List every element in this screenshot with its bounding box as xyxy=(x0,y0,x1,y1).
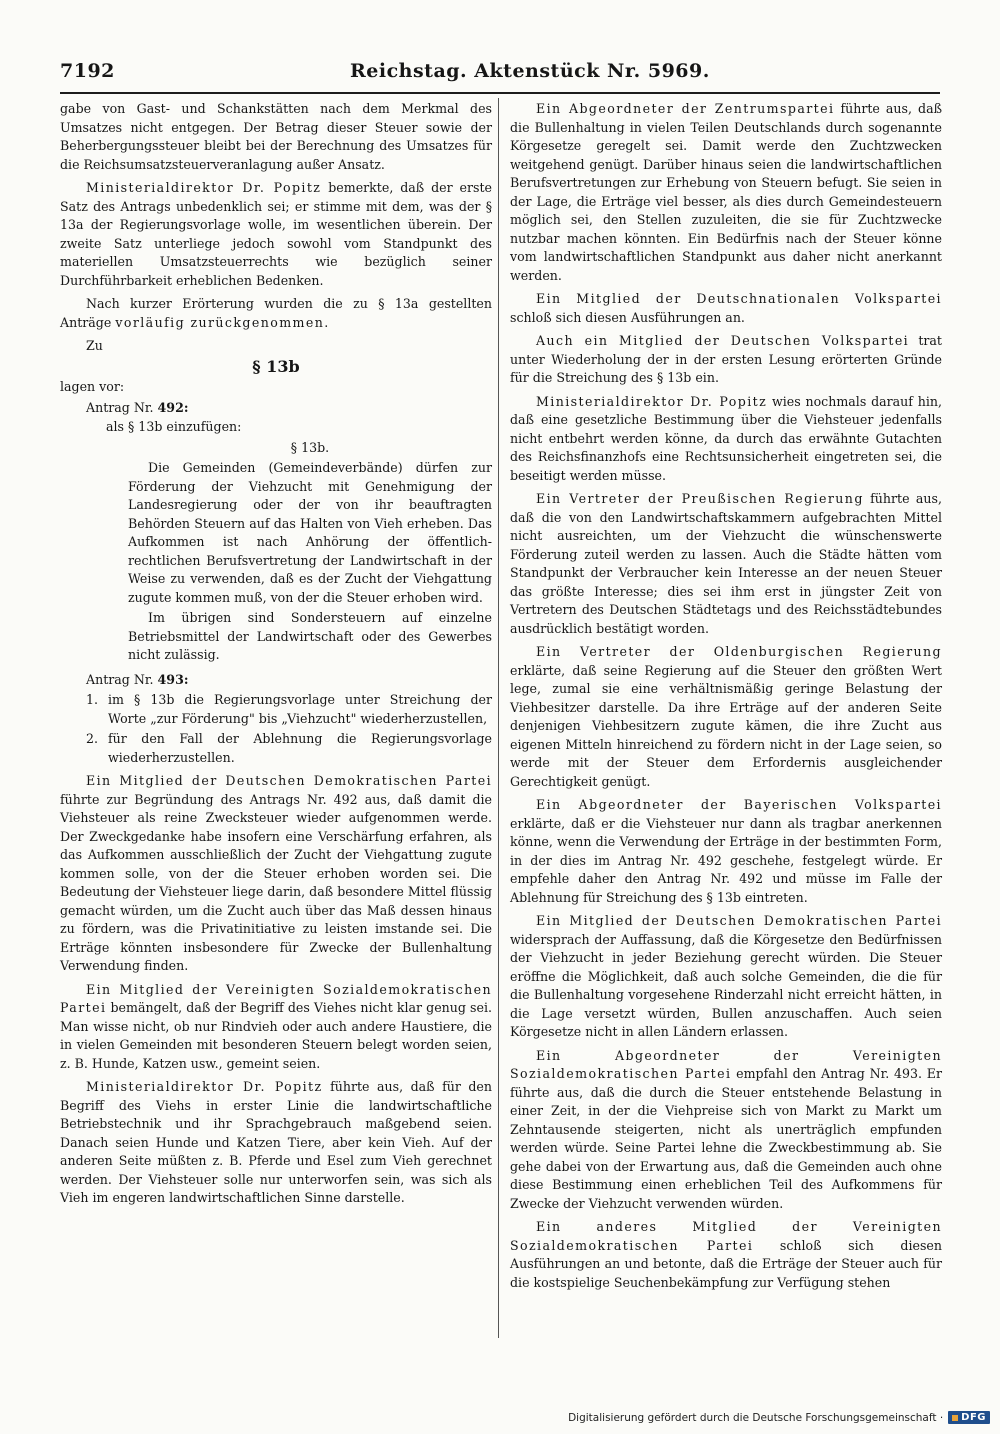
paragraph-text: trat unter Wiederholung der in der ersten Lesung erörterten Gründe für die Streichung des § 13b ein. xyxy=(510,333,942,385)
paragraph-text: führte aus, daß für den Begriff des Viehs in erster Linie die landwirtschaftliche Betriebstechnik und ihr Sprachgebrauch maßgebend seien. Danach seien Hunde und Katzen Tiere, aber kein Vieh. Auf der anderen Seite müßten z. B. Pferde und Esel zum Vieh gerechnet werden. Der Viehsteuer solle nur unterworfen sein, was sich als Vieh im engeren landwirtschaftlichen Sinne darstelle. xyxy=(60,1079,492,1205)
left-paragraph-3 xyxy=(60,295,492,332)
right-paragraph-2 xyxy=(510,290,942,327)
speaker-name: Ein Mitglied der Deutschen Demokratischen Partei xyxy=(86,773,492,788)
zu-label: Zu xyxy=(86,338,103,353)
speaker-name: Ein Abgeordneter der Zentrumspartei xyxy=(536,101,835,116)
antrag-493-heading xyxy=(60,671,492,690)
list-item xyxy=(60,730,492,767)
right-column xyxy=(510,100,942,1297)
right-paragraph-7 xyxy=(510,796,942,907)
speaker-name: Ein Vertreter der Oldenburgischen Regierung xyxy=(536,644,942,659)
paragraph-text: schloß sich diesen Ausführungen an und betonte, daß die Erträge der Steuer auch für die kostspielige Seuchenbekämpfung zur Verfügung stehen xyxy=(510,1237,942,1290)
proposed-paragraph-title: § 13b. xyxy=(290,439,330,455)
paragraph-text: erklärte, daß er die Viehsteuer nur dann als tragbar anerkennen könne, wenn die Verwendung der Erträge in der bestimmten Form, in der dies im Antrag Nr. 492 geschehe, festgelegt würde. Er empfehle daher den Antrag Nr. 492 und müsse im Falle der Ablehnung für Streichung des § 13b eintreten. xyxy=(510,815,942,905)
section-heading: § 13b xyxy=(252,356,300,376)
list-text: für den Fall der Ablehnung die Regierungsvorlage wiederherzustellen. xyxy=(108,731,492,765)
proposed-paragraph-text-1: Die Gemeinden (Gemeindeverbände) dürfen zur Förderung der Viehzucht mit Genehmigung der Landesregierung oder der von ihr beauftragten Behörden Steuern auf das Halten von Vieh erheben. Das Aufkommen ist nach Anhörung der öffentlich-rechtlichen Berufsvertretung der Landwirtschaft in der Weise zu verwenden, daß es der Zucht der Viehgattung zugute kommen muß, von der die Steuer erhoben wird. xyxy=(128,460,492,605)
left-paragraph-1: gabe von Gast- und Schankstätten nach dem Merkmal des Umsatzes nicht entgegen. Der Betrag dieser Steuer sowie der Beherbergungssteuer bleibt bei der Berechnung des Umsatzes für die Reichsumsatzsteuerveranlagung außer Ansatz. xyxy=(60,101,492,172)
right-paragraph-9 xyxy=(510,1047,942,1214)
right-paragraph-5 xyxy=(510,490,942,638)
right-paragraph-6 xyxy=(510,643,942,791)
antrag-label: Antrag Nr. xyxy=(86,399,154,415)
right-paragraph-3 xyxy=(510,332,942,388)
paragraph-text: schloß sich diesen Ausführungen an. xyxy=(510,309,745,325)
right-paragraph-10 xyxy=(510,1218,942,1292)
antrag-number: 492: xyxy=(157,399,189,415)
right-paragraph-4 xyxy=(510,393,942,486)
proposed-paragraph-text-2: Im übrigen sind Sondersteuern auf einzelne Betriebsmittel der Landwirtschaft oder des Gewerbes nicht zulässig. xyxy=(128,610,492,662)
list-text: im § 13b die Regierungsvorlage unter Streichung der Worte „zur Förderung" bis „Viehzucht" wiederherzustellen, xyxy=(108,692,492,726)
dfg-logo-text: DFG xyxy=(961,1412,986,1423)
paragraph-text: bemerkte, daß der erste Satz des Antrags unbedenklich sei; er stimme mit dem, was der § 13a der Regierungsvorlage wolle, im wesentlichen überein. Der zweite Satz unterliege jedoch sowohl vom Standpunkt des materiellen Umsatzsteuerrechts wie bezüglich seiner Durchführbarkeit erheblichen Bedenken. xyxy=(60,180,492,288)
paragraph-text: erklärte, daß seine Regierung auf die Steuer den größten Wert lege, zumal sie eine verhältnismäßig geringe Belastung der Viehbesitzer darstelle. Da ihre Erträge auf der anderen Seite denjenigen Viehbesitzern zugute kämen, die ihre Zucht aus eigenen Mitteln hinreichend zu fördern nicht in der Lage seien, so werde mit der Steuer dem Erfordernis ausgleichender Gerechtigkeit genügt. xyxy=(510,662,942,789)
list-number: 2. xyxy=(86,731,99,746)
right-paragraph-8 xyxy=(510,912,942,1042)
speaker-name: Ein Mitglied der Vereinigten Sozialdemokratischen Partei xyxy=(60,981,492,1015)
antrag-number: 493: xyxy=(157,671,189,687)
paragraph-text: widersprach der Auffassung, daß die Körgesetze den Bedürfnissen der Viehzucht in jeder Beziehung gerecht würden. Die Steuer eröffne die Möglichkeit, daß auch solche Gemeinden, die die für die Bullenhaltung vorgesehene Rinderzahl nicht erreicht hätten, in die Lage versetzt würden, Bullen anzuschaffen. Auch seien Körgesetze nicht in allen Ländern erlassen. xyxy=(510,931,942,1039)
antrag-492-instruction: als § 13b einzufügen: xyxy=(106,419,242,434)
speaker-name: Auch ein Mitglied der Deutschen Volkspartei xyxy=(536,333,910,348)
speaker-name: Ein Abgeordneter der Bayerischen Volkspartei xyxy=(536,797,942,812)
speaker-name: Ein Abgeordneter der Vereinigten Sozialdemokratischen Partei xyxy=(510,1047,942,1081)
paragraph-text: empfahl den Antrag Nr. 493. Er führte aus, daß die durch die Steuer entstehende Belastung in einer Zeit, in der die Viehpreise sich von Markt zu Markt um Zehntausende steigerten, nicht als unerträglich empfunden werden würde. Seine Partei lehne die Zweckbestimmung ab. Sie gehe dabei von der Erwartung aus, daß die Gemeinden auch ohne diese Bestimmung einen erheblichen Teil des Aufkommens für Zwecke der Viehzucht verwenden würden. xyxy=(510,1066,942,1211)
left-column xyxy=(60,100,492,1213)
emphasis-text: vorläufig zurückgenommen. xyxy=(115,314,330,330)
dfg-mark-icon xyxy=(952,1415,958,1421)
left-paragraph-4 xyxy=(60,772,492,976)
paragraph-text: führte aus, daß die Bullenhaltung in vielen Teilen Deutschlands durch sogenannte Körgesetze geregelt sei. Damit werde den Zuchtzwecken weitgehend genügt. Darüber hinaus seien die landwirtschaftlichen Berufsvertretungen zur Erhebung von Steuern befugt. Sie seien in der Lage, die Erträge viel besser, als dies durch Gemeindesteuern möglich sei, den Stellen zuzuleiten, die sie für Zuchtzwecke nutzbar machen könnten. Ein Bedürfnis nach der Steuer könne vom landwirtschaftlichen Standpunkt aus daher nicht anerkannt werden. xyxy=(510,101,942,283)
header-title: Reichstag. Aktenstück Nr. 5969. xyxy=(350,60,710,82)
proposed-paragraph-block xyxy=(60,439,492,665)
paragraph-text: Nach kurzer Erörterung wurden die zu § 13a gestellten Anträge xyxy=(60,296,492,330)
credit-text: Digitalisierung gefördert durch die Deutsche Forschungsgemeinschaft · xyxy=(568,1411,944,1424)
left-paragraph-5 xyxy=(60,981,492,1074)
paragraph-text: wies nochmals darauf hin, daß eine gesetzliche Bestimmung über die Viehsteuer jedenfalls nicht entbehrt werden könne, da durch das erwähnte Gutachten des Reichsfinanzhofs eine Rechtsunsicherheit eingetreten sei, die beseitigt werden müsse. xyxy=(510,393,943,483)
speaker-name: Ein Mitglied der Deutschen Demokratischen Partei xyxy=(536,913,942,928)
paragraph-text: führte zur Begründung des Antrags Nr. 492 aus, daß damit die Viehsteuer als reine Zwecksteuer wieder aufgenommen werde. Der Zweckgedanke habe insofern eine Verschärfung erfahren, als das Aufkommen ausschließlich der Zucht der Viehgattung zugute kommen solle, von der die Steuer erhoben worden sei. Die Bedeutung der Viehsteuer liege darin, daß besondere Mittel flüssig gemacht würden, um die Zucht auch über das Maß dessen hinaus zu fördern, was die Privatinitiative zu leisten imstande sei. Die Erträge könnten insbesondere für Zwecke der Bullenhaltung Verwendung finden. xyxy=(60,791,492,973)
column-divider xyxy=(498,98,499,1338)
speaker-name: Ein Vertreter der Preußischen Regierung xyxy=(536,491,864,506)
paragraph-text: führte aus, daß die von den Landwirtschaftskammern aufgebrachten Mittel nicht ausreichten, um der Viehzucht die wünschenswerte Förderung zuteil werden zu lassen. Auch die Städte hätten vom Standpunkt der Verbraucher kein Interesse an der neuen Steuer das größte Interesse; dies sei ihm erst in jüngster Zeit von Vertretern des Deutschen Städtetags und des Reichsstädtebundes ausdrücklich bestätigt worden. xyxy=(510,491,942,636)
antrag-label: Antrag Nr. xyxy=(86,671,154,687)
page-header xyxy=(60,60,940,86)
list-item xyxy=(60,691,492,728)
antrag-492-heading xyxy=(60,399,492,418)
digitization-credit xyxy=(568,1411,990,1424)
lagen-vor-label: lagen vor: xyxy=(60,379,125,394)
list-number: 1. xyxy=(86,692,99,707)
header-rule xyxy=(60,92,940,94)
right-paragraph-1 xyxy=(510,100,942,285)
left-paragraph-2 xyxy=(60,179,492,290)
dfg-logo-icon xyxy=(948,1411,990,1424)
speaker-name: Ministerialdirektor Dr. Popitz xyxy=(86,180,322,195)
left-paragraph-6 xyxy=(60,1078,492,1208)
speaker-name: Ministerialdirektor Dr. Popitz xyxy=(86,1079,323,1094)
speaker-name: Ein anderes Mitglied der Vereinigten Sozialdemokratischen Partei xyxy=(510,1219,942,1253)
speaker-name: Ministerialdirektor Dr. Popitz xyxy=(536,393,768,409)
paragraph-text: bemängelt, daß der Begriff des Viehes nicht klar genug sei. Man wisse nicht, ob nur Rindvieh oder auch andere Haustiere, die in vielen Gemeinden mit besonderen Steuern belegt worden seien, z. B. Hunde, Katzen usw., gemeint seien. xyxy=(60,1000,492,1071)
speaker-name: Ein Mitglied der Deutschnationalen Volkspartei xyxy=(536,291,942,306)
page-number: 7192 xyxy=(60,60,115,82)
